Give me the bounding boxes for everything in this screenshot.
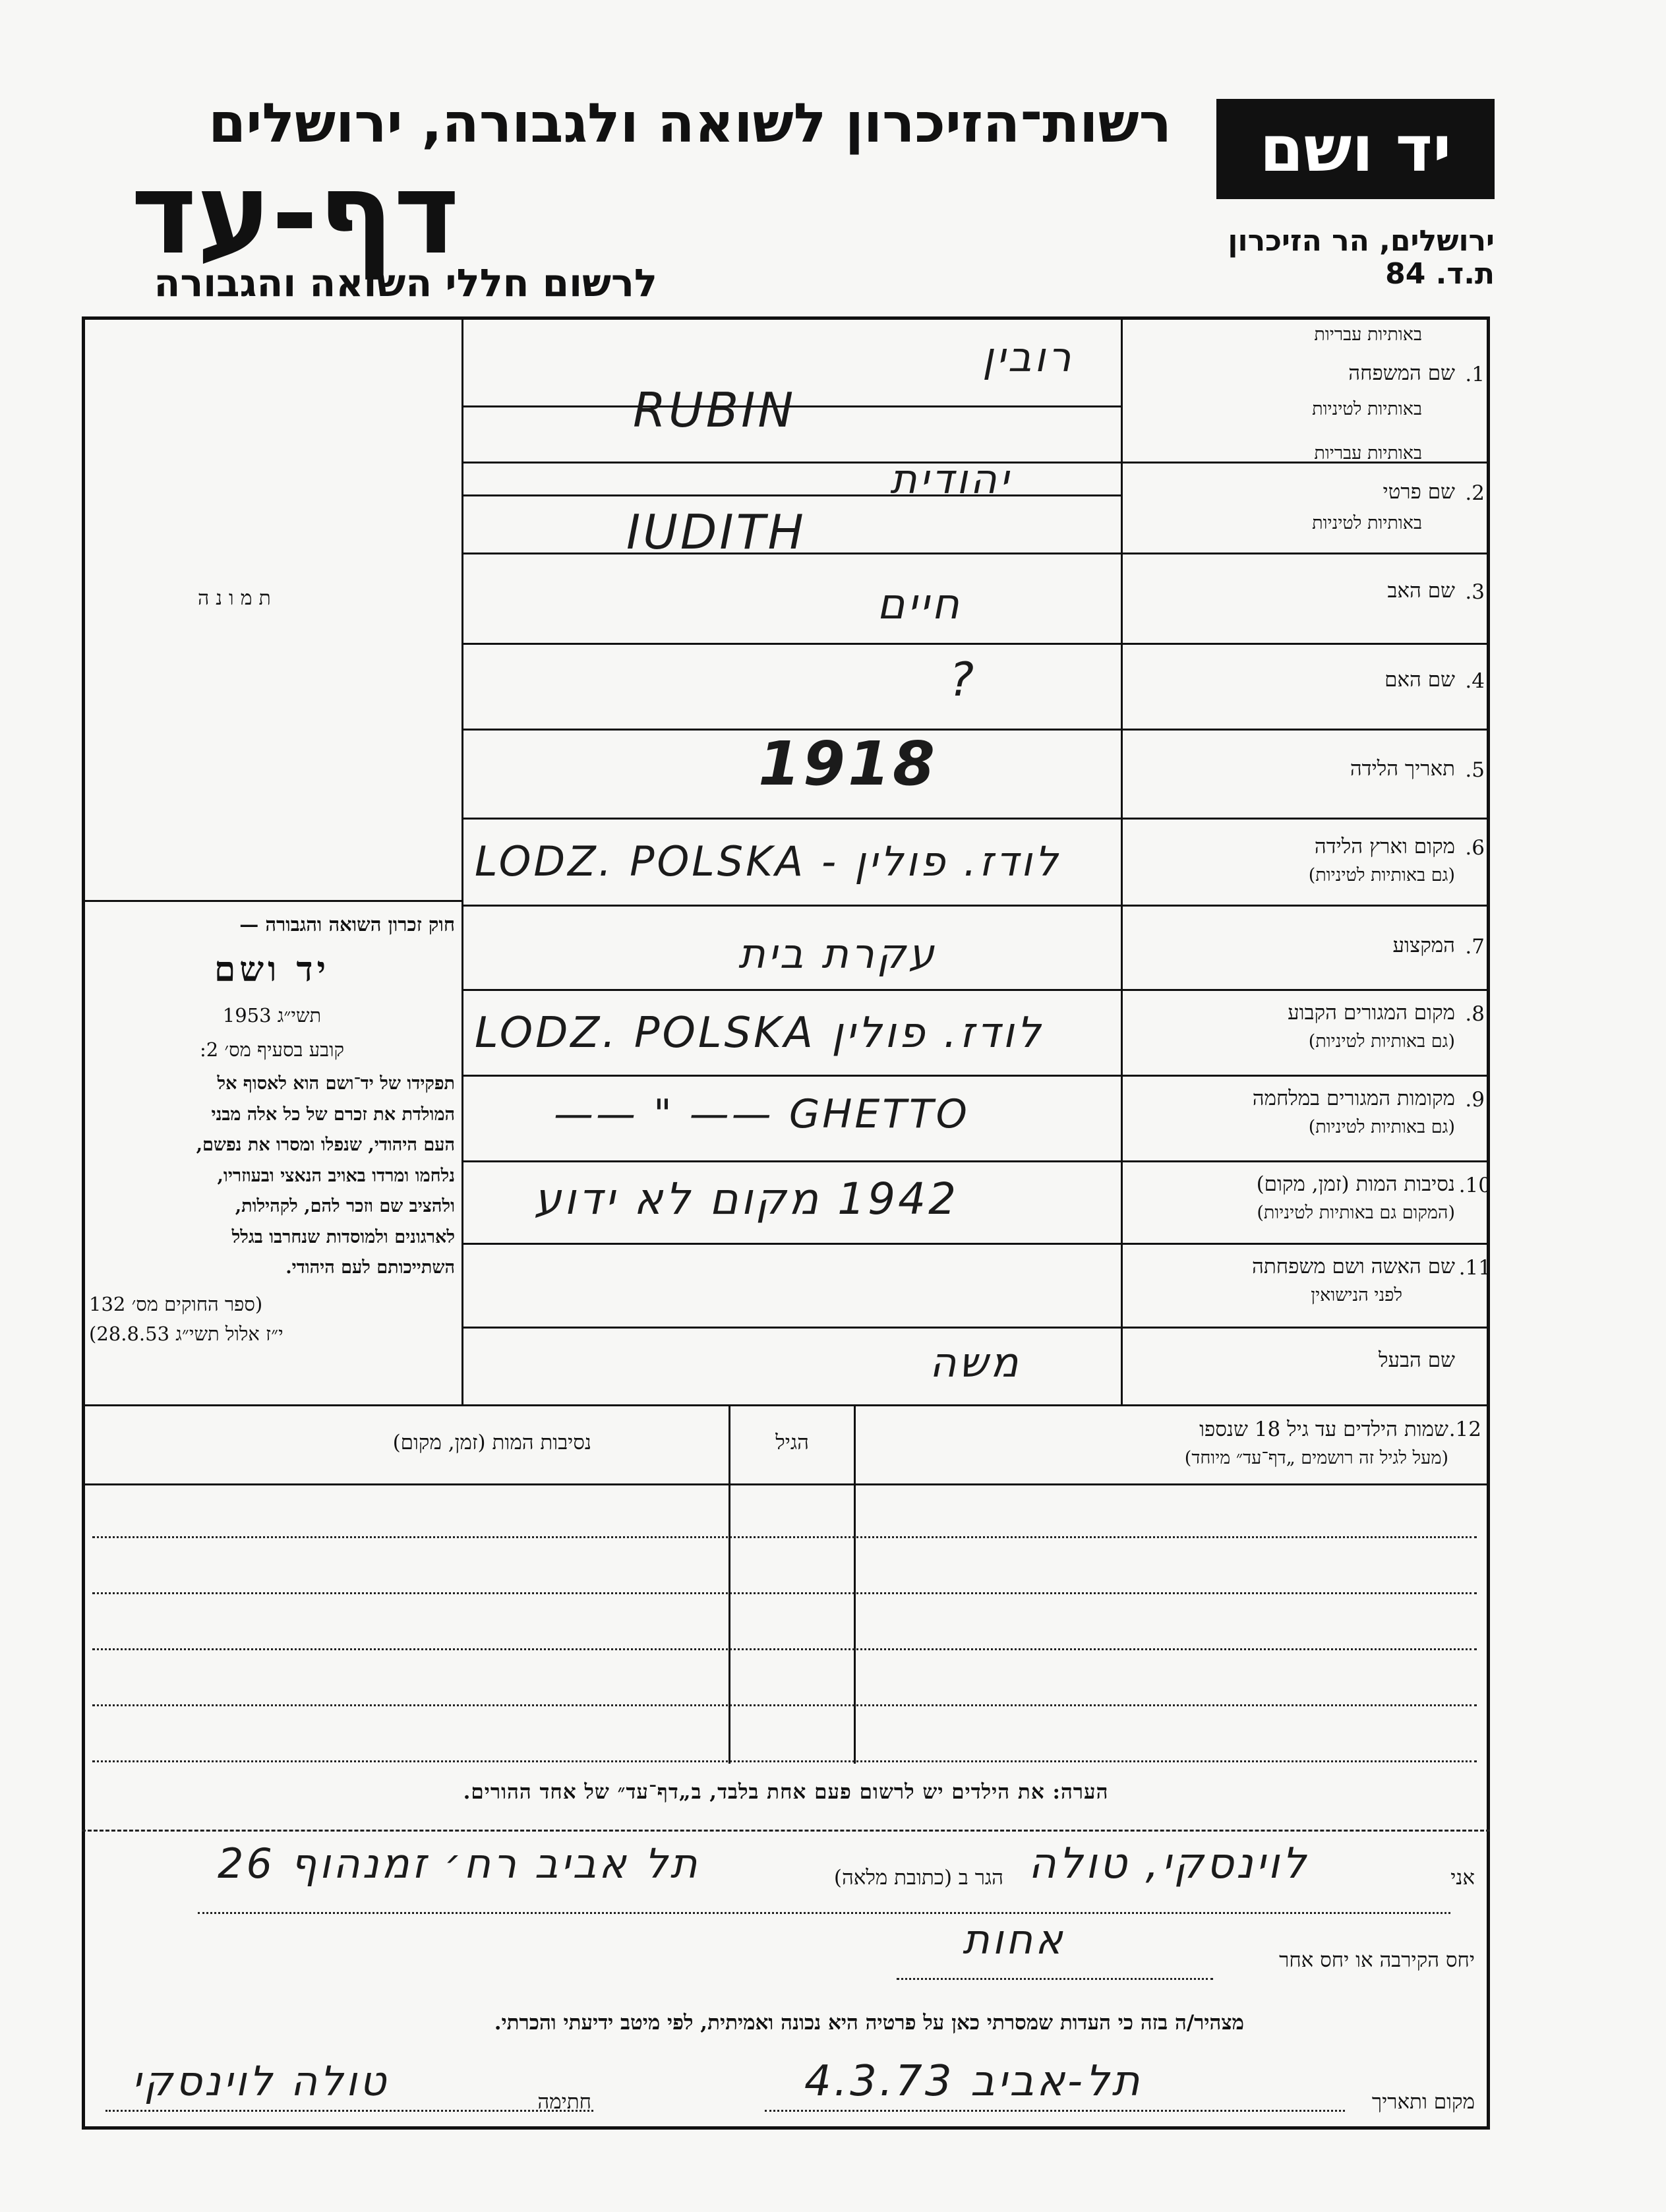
children-note: הערה: את הילדים יש לרשום פעם אחת בלבד, ב„דף־עד״ של אחד ההורים. bbox=[463, 1780, 1109, 1804]
declarant-name: לוינסקי, טולה bbox=[1028, 1839, 1309, 1888]
declaration-statement: מצהיר/ה בזה כי העדות שמסרתי כאן על פרטיה היא נכונה ואמיתית, לפי מיטב ידיעתי והכרתי. bbox=[494, 2011, 1244, 2035]
law-panel bbox=[89, 910, 455, 1349]
children-row bbox=[92, 1592, 1477, 1594]
f8-sub: (גם באותיות לטיניות) bbox=[1308, 1031, 1455, 1052]
f10-label: נסיבות המות (זמן, מקום) bbox=[1256, 1172, 1455, 1196]
place-date-line bbox=[765, 2110, 1345, 2112]
row-line bbox=[461, 905, 1490, 907]
f6-sub: (גם באותיות לטיניות) bbox=[1308, 865, 1455, 885]
f2-value-lat: IUDITH bbox=[626, 504, 806, 560]
address-line-2: ת.ד. 84 bbox=[1385, 257, 1495, 291]
law-text bbox=[89, 1069, 455, 1283]
children-row bbox=[92, 1648, 1477, 1650]
row-line bbox=[461, 729, 1490, 731]
f5-label: תאריך הלידה bbox=[1350, 757, 1455, 781]
row-line bbox=[461, 494, 1121, 496]
f10-sub: (המקום גם באותיות לטיניות) bbox=[1257, 1203, 1455, 1223]
husband-label: שם הבעל bbox=[1379, 1348, 1455, 1372]
f3-value: חיים bbox=[877, 580, 962, 629]
children-header-line bbox=[82, 1483, 1490, 1485]
row-line bbox=[461, 818, 1490, 820]
f1-value-lat: RUBIN bbox=[633, 382, 796, 438]
f4-value: ? bbox=[949, 653, 977, 707]
f4-label: שם האם bbox=[1384, 668, 1455, 692]
f8-label: מקום המגורים הקבוע bbox=[1288, 1001, 1455, 1025]
law-name: יד ושם bbox=[214, 949, 330, 990]
f2-sub-heb: באותיות עבריות bbox=[1314, 443, 1422, 463]
row-line bbox=[461, 553, 1490, 554]
children-row bbox=[92, 1704, 1477, 1706]
f1-label: שם המשפחה bbox=[1348, 361, 1455, 385]
declarant-address-label: הגר ב (כתובת מלאה) bbox=[833, 1866, 1003, 1890]
row-line bbox=[82, 1404, 1490, 1406]
f4-num: 4. bbox=[1465, 669, 1485, 693]
children-sub: (מעל לגיל זה רושמים „דף־עד״ מיוחד) bbox=[1184, 1448, 1448, 1468]
f7-num: 7. bbox=[1465, 935, 1485, 959]
f6-value: LODZ. POLSKA - לודז. פולין bbox=[475, 837, 1061, 885]
law-line: העם היהודי, שנפלו ומסרו את נפשם, bbox=[196, 1135, 455, 1156]
f10-value: 1942 מקום לא ידוע bbox=[534, 1174, 959, 1224]
photo-label: תמונה bbox=[198, 587, 278, 610]
form-title: דף-עד bbox=[131, 149, 460, 280]
row-line bbox=[461, 1327, 1490, 1329]
f11-label: שם האשה ושם משפחתה bbox=[1252, 1255, 1455, 1278]
f1-sub-lat: באותיות לטיניות bbox=[1312, 399, 1422, 419]
f2-num: 2. bbox=[1465, 481, 1485, 505]
children-col-death: נסיבות המות (זמן, מקום) bbox=[392, 1431, 591, 1454]
f5-num: 5. bbox=[1465, 758, 1485, 782]
signature-value: טולה לוינסקי bbox=[132, 2057, 389, 2105]
f3-label: שם האב bbox=[1387, 579, 1455, 603]
declarant-address: תל אביב רח׳ זמנהוף 26 bbox=[218, 1839, 700, 1888]
children-col-age: הגיל bbox=[775, 1431, 809, 1454]
yad-vashem-logo bbox=[1216, 99, 1495, 199]
divider-left-panel bbox=[461, 316, 463, 1404]
divider-children-age-right bbox=[854, 1404, 856, 1764]
f2-value-heb: יהודית bbox=[890, 455, 1011, 503]
divider-labels bbox=[1121, 316, 1123, 1404]
law-line: נלחמו ומרדו באויב הנאצי ובעוזריו, bbox=[217, 1165, 455, 1186]
law-line: תפקידו של יד־ושם הוא לאסוף אל bbox=[217, 1073, 455, 1094]
f5-value: 1918 bbox=[758, 729, 938, 799]
law-section: קובע בסעיף מס׳ 2: bbox=[199, 1038, 345, 1061]
relation-label: יחס הקירבה או יחס אחר bbox=[1279, 1948, 1475, 1972]
law-line: המולדת את זכרם של כל אלה מבני bbox=[211, 1104, 455, 1125]
place-date-label: מקום ותאריך bbox=[1371, 2090, 1475, 2114]
children-num: 12. bbox=[1448, 1418, 1481, 1441]
signature-line bbox=[105, 2110, 593, 2112]
law-line: לארגונים ולמוסדות שנחרבו בגלל bbox=[231, 1226, 455, 1247]
note-separator bbox=[82, 1830, 1490, 1832]
f1-value-heb: רובין bbox=[982, 333, 1074, 381]
f8-value: LODZ. POLSKA לודז. פולין bbox=[475, 1009, 1044, 1058]
row-line bbox=[461, 1075, 1490, 1077]
f9-value: —— " —— GHETTO bbox=[554, 1091, 970, 1137]
law-line: ולהציב שם וזכר להם, לקהילות, bbox=[235, 1196, 455, 1217]
f11-num: 11. bbox=[1458, 1256, 1491, 1280]
children-label: שמות הילדים עד גיל 18 שנספו bbox=[1199, 1418, 1448, 1441]
f9-num: 9. bbox=[1465, 1088, 1485, 1112]
f6-label: מקום וארץ הלידה bbox=[1314, 835, 1455, 858]
husband-value: משה bbox=[930, 1338, 1021, 1387]
address-line-1: ירושלים, הר הזיכרון bbox=[1228, 224, 1495, 258]
f8-num: 8. bbox=[1465, 1002, 1485, 1026]
law-ref-2: י״ז אלול תשי״ג 28.8.53) bbox=[89, 1323, 283, 1346]
f3-num: 3. bbox=[1465, 580, 1485, 604]
f1-sub-heb: באותיות עבריות bbox=[1314, 324, 1422, 345]
row-line bbox=[461, 1160, 1490, 1162]
f10-num: 10. bbox=[1458, 1174, 1491, 1197]
row-line bbox=[461, 643, 1490, 645]
declarant-i-label: אני bbox=[1450, 1866, 1475, 1890]
children-row bbox=[92, 1536, 1477, 1538]
photo-panel-bottom bbox=[82, 900, 463, 902]
f9-sub: (גם באותיות לטיניות) bbox=[1308, 1117, 1455, 1137]
f9-label: מקומות המגורים במלחמה bbox=[1252, 1087, 1455, 1110]
law-ref-1: (ספר החוקים מס׳ 132 bbox=[89, 1293, 263, 1316]
f7-label: המקצוע bbox=[1392, 934, 1455, 957]
law-year: תשי״ג 1953 bbox=[222, 1003, 322, 1027]
divider-children-age-left bbox=[729, 1404, 730, 1764]
row-line bbox=[461, 1243, 1490, 1245]
relation-line bbox=[897, 1978, 1213, 1980]
children-row bbox=[92, 1760, 1477, 1762]
place-date-value: תל-אביב 4.3.73 bbox=[804, 2057, 1143, 2106]
form-subtitle: לרשום חללי השואה והגבורה bbox=[154, 260, 657, 305]
signature-label: חתימה bbox=[537, 2090, 591, 2114]
logo-text: יד ושם bbox=[1259, 112, 1452, 186]
f11-sub: לפני הנישואין bbox=[1311, 1285, 1402, 1305]
authority-title: רשות־הזיכרון לשואה ולגבורה, ירושלים bbox=[208, 92, 1172, 155]
f6-num: 6. bbox=[1465, 836, 1485, 860]
declarant-line bbox=[198, 1912, 1450, 1914]
f2-label: שם פרטי bbox=[1383, 480, 1455, 504]
f2-sub-lat: באותיות לטיניות bbox=[1312, 513, 1422, 533]
row-line bbox=[461, 989, 1490, 991]
f1-num: 1. bbox=[1465, 363, 1485, 386]
f7-value: עקרת בית bbox=[738, 930, 937, 978]
law-line: השתייכותם לעם היהודי. bbox=[285, 1257, 455, 1278]
relation-value: אחות bbox=[963, 1915, 1065, 1963]
law-title: חוק זכרון השואה והגבורה — bbox=[239, 913, 455, 936]
